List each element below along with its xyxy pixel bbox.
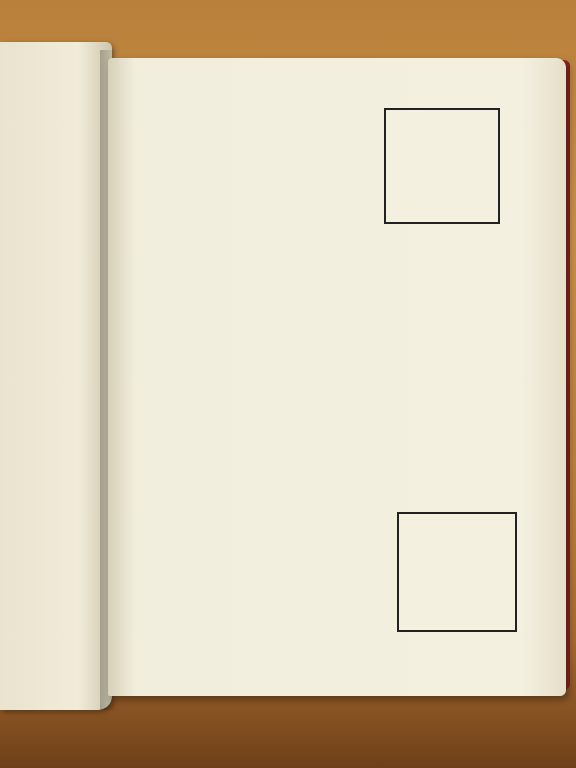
diagram-77-board [384, 108, 500, 224]
diagram-78-board [397, 512, 517, 632]
left-page [0, 42, 112, 710]
